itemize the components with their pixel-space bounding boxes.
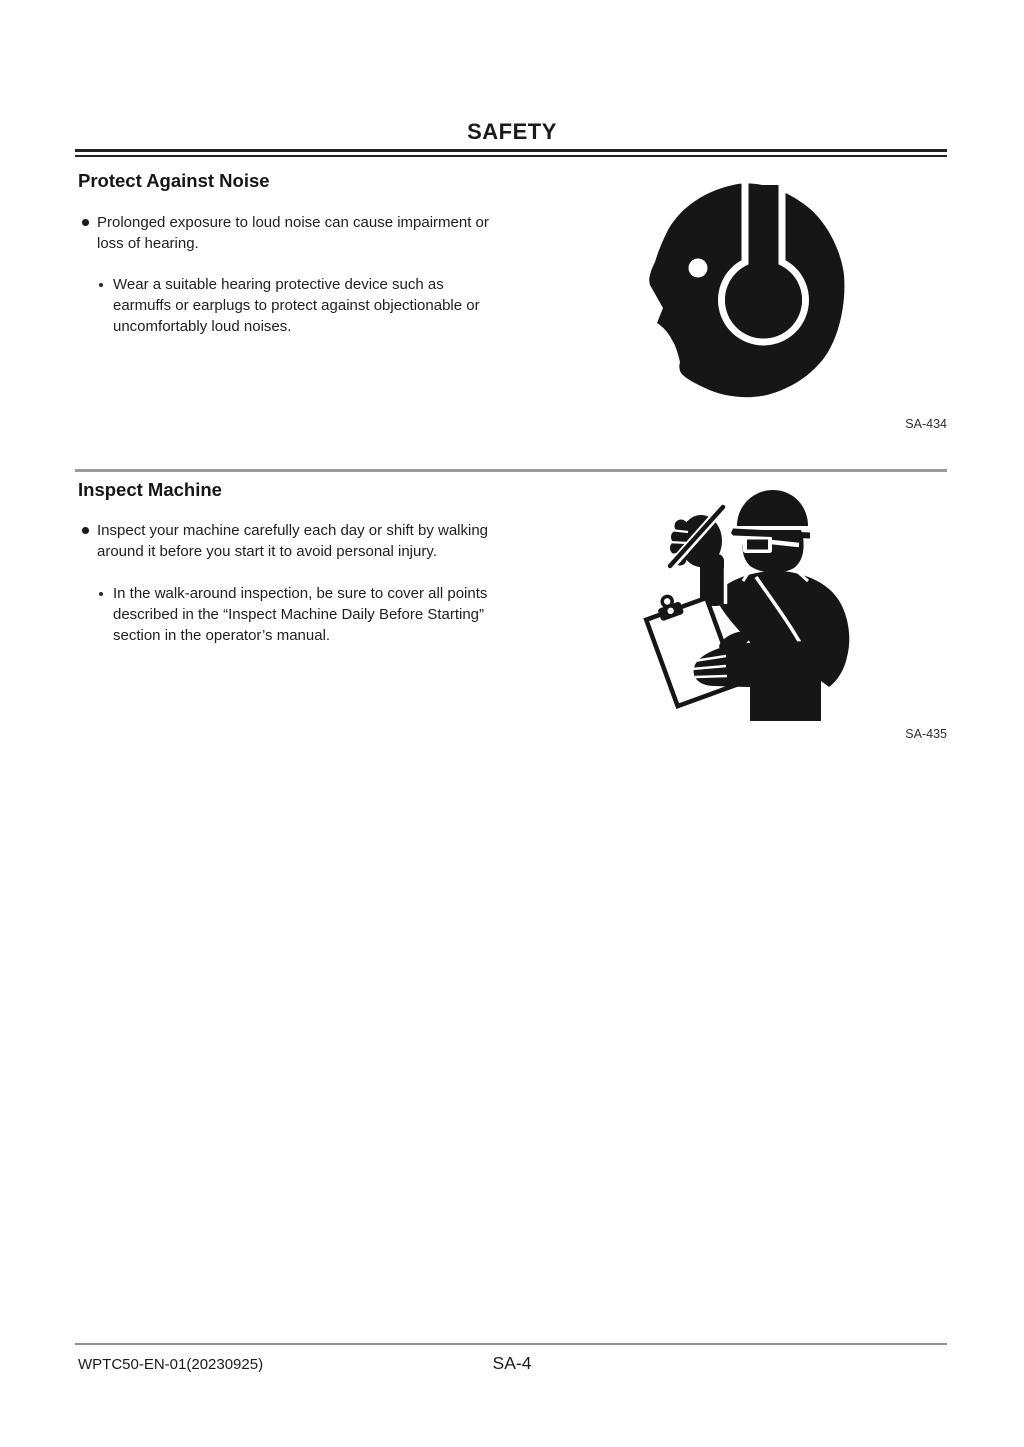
bullet-dot-icon xyxy=(82,219,89,226)
sub-bullet-dot-icon xyxy=(99,283,103,287)
paragraph-line: Wear a suitable hearing protective device such as xyxy=(113,276,444,293)
paragraph-line: In the walk-around inspection, be sure to cover all points xyxy=(113,585,488,602)
earmuff-cup xyxy=(725,262,802,339)
figure-caption: SA-435 xyxy=(905,727,947,741)
paragraph-line: around it before you start it to avoid personal injury. xyxy=(97,543,437,560)
hard-hat xyxy=(737,490,808,526)
section-divider xyxy=(75,469,947,472)
paragraph-line: section in the operator’s manual. xyxy=(113,627,331,644)
paragraph-line: described in the “Inspect Machine Daily Before Starting” xyxy=(113,606,485,623)
footer-page-number: SA-4 xyxy=(492,1353,532,1373)
paragraph-line: Prolonged exposure to loud noise can cause impairment or xyxy=(97,214,489,231)
bullet-dot-icon xyxy=(82,527,89,534)
footer-rule xyxy=(75,1343,947,1345)
machine-inspection-illustration xyxy=(640,480,870,730)
eye-dot xyxy=(689,259,708,278)
header-double-rule xyxy=(75,149,947,157)
bullet-paragraph xyxy=(97,520,488,562)
paragraph-line: earmuffs or earplugs to protect against objectionable or xyxy=(113,297,480,314)
paragraph-line: uncomfortably loud noises. xyxy=(113,318,292,335)
sub-bullet-paragraph xyxy=(113,583,487,646)
section-heading-protect-against-noise: Protect Against Noise xyxy=(78,170,270,191)
figure-caption: SA-434 xyxy=(905,417,947,431)
sub-bullet-paragraph xyxy=(113,274,480,337)
paragraph-line: Inspect your machine carefully each day or shift by walking xyxy=(97,522,489,539)
footer-document-code: WPTC50-EN-01(20230925) xyxy=(78,1356,264,1373)
sub-bullet-dot-icon xyxy=(99,592,103,596)
paragraph-line: loss of hearing. xyxy=(97,235,199,252)
bullet-paragraph xyxy=(97,212,489,254)
hearing-protection-illustration xyxy=(645,180,850,400)
section-heading-inspect-machine: Inspect Machine xyxy=(78,479,222,500)
page-title: SAFETY xyxy=(467,119,557,144)
